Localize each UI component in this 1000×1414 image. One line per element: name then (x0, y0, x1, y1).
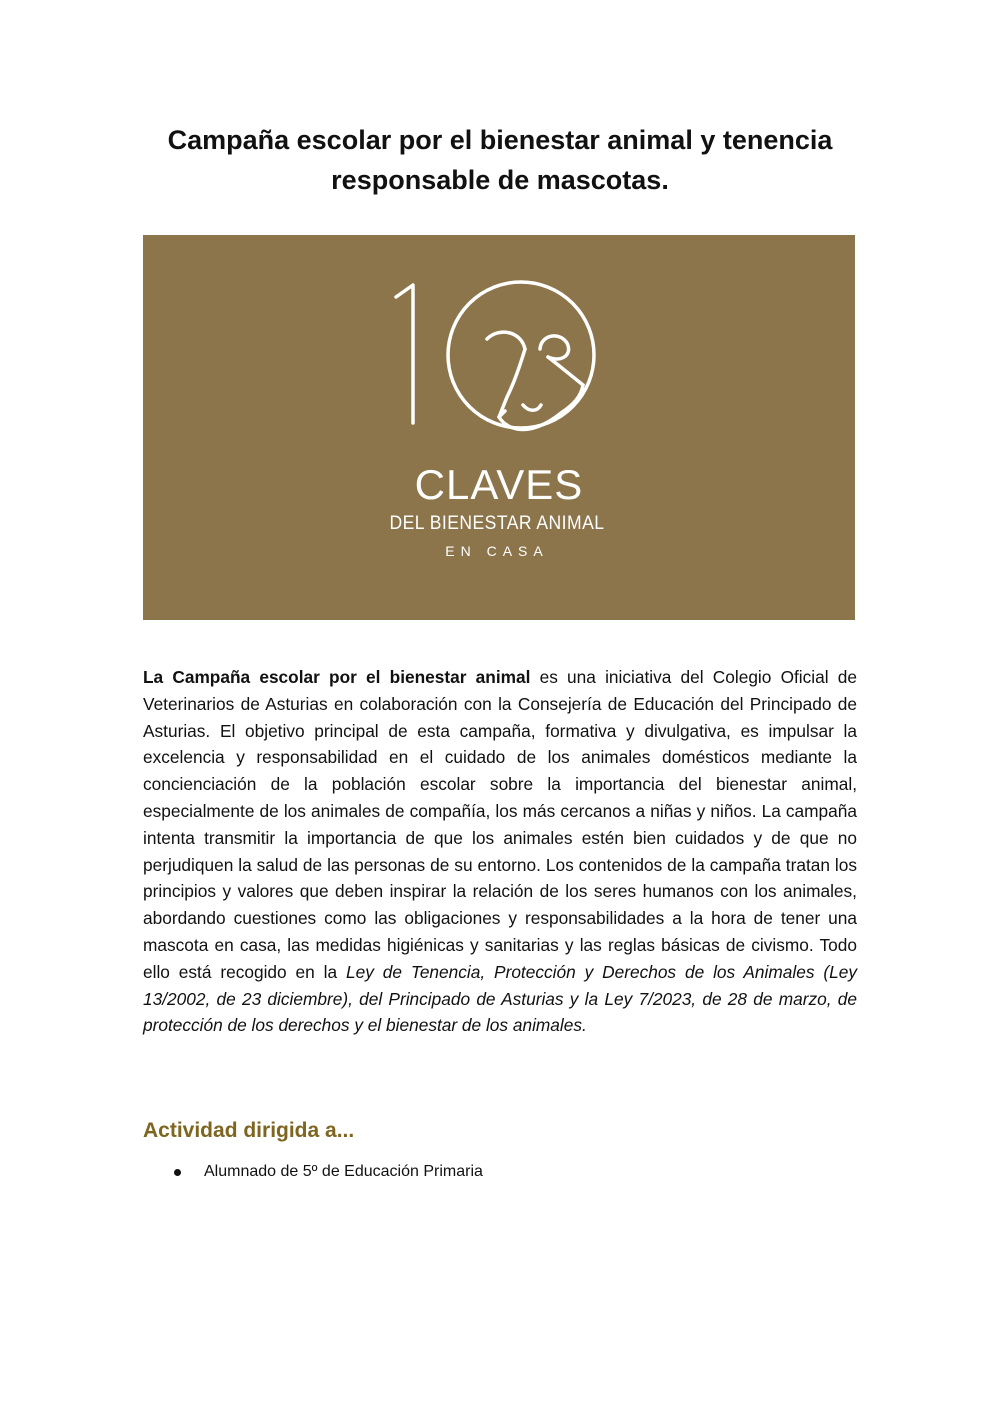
law-reference: Ley de Tenencia, Protección y Derechos de los Animales (Ley 13/2002, de 23 diciembre), del Principado de Asturias y la Ley 7/2023, de 28 de marzo, de protección de los derechos y el bienestar de los animales. (143, 961, 857, 1036)
campaign-logo (143, 235, 855, 620)
logo-tagline: EN CASA (445, 543, 549, 559)
bullet-icon (174, 1169, 181, 1176)
list-item (143, 1160, 857, 1184)
numeral-one-icon (396, 285, 413, 423)
logo-title: CLAVES (414, 461, 584, 508)
audience-list (143, 1160, 857, 1184)
audience-heading: Actividad dirigida a... (143, 1119, 355, 1142)
audience-item-label: Alumnado de 5º de Educación Primaria (204, 1163, 483, 1180)
intro-body: es una iniciativa del Colegio Oficial de Veterinarios de Asturias en colaboración con la Consejería de Educación del Principado de Asturias. El objetivo principal de esta campaña, formativa y divulgativa, es impulsar la excelencia y responsabilidad en el cuidado de los animales domésticos mediante la concienciación de la población escolar sobre la importancia del bienestar animal, especialmente de los animales de compañía, los más cercanos a niñas y niños. La campaña intenta transmitir la importancia de que los animales estén bien cuidados y de que no perjudiquen la salud de las personas de su entorno. Los contenidos de la campaña tratan los principios y valores que deben inspirar la relación de los seres humanos con los animales, abordando cuestiones como las obligaciones y responsabilidades a la hora de tener una mascota en casa, las medidas higiénicas y sanitarias y las reglas básicas de civismo. Todo ello está recogido en la (143, 667, 857, 982)
intro-lead: La Campaña escolar por el bienestar animal (143, 667, 531, 687)
campaign-banner (143, 235, 855, 620)
dog-head-in-zero-icon (448, 282, 594, 430)
logo-subtitle: DEL BIENESTAR ANIMAL (389, 513, 605, 534)
document-title: Campaña escolar por el bienestar animal y tenencia responsable de mascotas. (167, 125, 833, 195)
intro-paragraph (143, 664, 857, 1039)
